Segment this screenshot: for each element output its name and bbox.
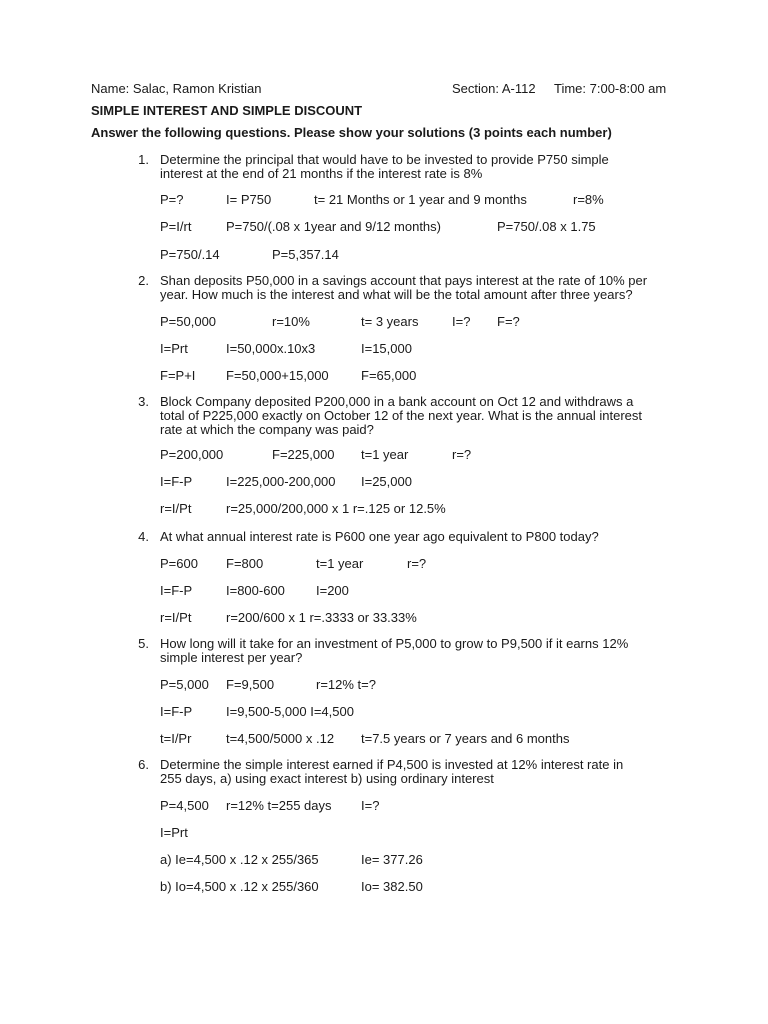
solution-cell: P=I/rt [160,219,192,234]
solution-cell: t=I/Pr [160,731,192,746]
solution-cell: I=? [361,798,380,813]
solution-cell: F=? [497,314,520,329]
document-title: SIMPLE INTEREST AND SIMPLE DISCOUNT [91,103,363,118]
solution-cell: P=50,000 [160,314,217,329]
question-text: At what annual interest rate is P600 one year ago equivalent to P800 today? [160,529,599,544]
question-text: 255 days, a) using exact interest b) using ordinary interest [160,771,494,786]
question-text: Shan deposits P50,000 in a savings account that pays interest at the rate of 10% per [160,273,648,288]
student-name: Name: Salac, Ramon Kristian [91,81,262,96]
solution-cell: a) Ie=4,500 x .12 x 255/365 [160,852,319,867]
solution-cell: t=4,500/5000 x .12 [226,731,335,746]
solution-cell: r=? [452,447,472,462]
solution-cell: I=25,000 [361,474,412,489]
question-text: year. How much is the interest and what will be the total amount after three years? [160,287,633,302]
solution-cell: P=750/.08 x 1.75 [497,219,596,234]
solution-cell: r=25,000/200,000 x 1 r=.125 or 12.5% [226,501,446,516]
solution-cell: P=600 [160,556,198,571]
solution-cell: t=1 year [361,447,409,462]
solution-cell: Io= 382.50 [361,879,423,894]
instructions: Answer the following questions. Please show your solutions (3 points each number) [91,125,612,140]
solution-cell: r=200/600 x 1 r=.3333 or 33.33% [226,610,417,625]
question-text: rate at which the company was paid? [160,422,374,437]
solution-cell: P=5,000 [160,677,209,692]
solution-cell: I=? [452,314,471,329]
question-text: How long will it take for an investment of P5,000 to grow to P9,500 if it earns 12% [160,636,629,651]
solution-cell: t=1 year [316,556,364,571]
solution-cell: P=5,357.14 [272,247,339,262]
solution-cell: I=F-P [160,583,193,598]
solution-cell: I= P750 [226,192,272,207]
question-text: Determine the principal that would have to be invested to provide P750 simple [160,152,609,167]
solution-cell: I=9,500-5,000 I=4,500 [226,704,354,719]
solution-cell: I=200 [316,583,349,598]
solution-cell: F=50,000+15,000 [226,368,329,383]
solution-cell: t= 3 years [361,314,419,329]
solution-cell: r=10% [272,314,310,329]
time-label: Time: 7:00-8:00 am [554,81,667,96]
solution-cell: r=? [407,556,427,571]
solution-cell: I=Prt [160,341,188,356]
solution-cell: I=800-600 [226,583,285,598]
question-text: total of P225,000 exactly on October 12 of the next year. What is the annual interest [160,408,643,423]
section-label: Section: A-112 [452,81,536,96]
solution-cell: b) Io=4,500 x .12 x 255/360 [160,879,319,894]
solution-cell: I=15,000 [361,341,412,356]
solution-cell: I=F-P [160,474,193,489]
solution-cell: F=65,000 [361,368,417,383]
solution-cell: F=225,000 [272,447,335,462]
question-number: 5. [138,636,149,651]
solution-cell: P=4,500 [160,798,209,813]
solution-cell: r=8% [573,192,604,207]
solution-cell: F=P+I [160,368,196,383]
solution-cell: r=I/Pt [160,610,192,625]
solution-cell: I=Prt [160,825,188,840]
question-number: 4. [138,529,149,544]
solution-cell: F=800 [226,556,264,571]
question-text: interest at the end of 21 months if the interest rate is 8% [160,166,483,181]
solution-cell: t= 21 Months or 1 year and 9 months [314,192,527,207]
question-number: 3. [138,394,149,409]
solution-cell: r=I/Pt [160,501,192,516]
solution-cell: I=50,000x.10x3 [226,341,316,356]
solution-cell: I=F-P [160,704,193,719]
solution-cell: r=12% t=? [316,677,376,692]
solution-cell: P=750/(.08 x 1year and 9/12 months) [226,219,441,234]
solution-cell: P=750/.14 [160,247,220,262]
question-number: 2. [138,273,149,288]
solution-cell: P=200,000 [160,447,224,462]
question-number: 6. [138,757,149,772]
question-text: Determine the simple interest earned if P4,500 is invested at 12% interest rate in [160,757,624,772]
solution-cell: F=9,500 [226,677,275,692]
solution-cell: Ie= 377.26 [361,852,423,867]
solution-cell: I=225,000-200,000 [226,474,336,489]
question-number: 1. [138,152,149,167]
question-text: simple interest per year? [160,650,303,665]
solution-cell: P=? [160,192,184,207]
question-text: Block Company deposited P200,000 in a bank account on Oct 12 and withdraws a [160,394,634,409]
solution-cell: t=7.5 years or 7 years and 6 months [361,731,570,746]
solution-cell: r=12% t=255 days [226,798,332,813]
